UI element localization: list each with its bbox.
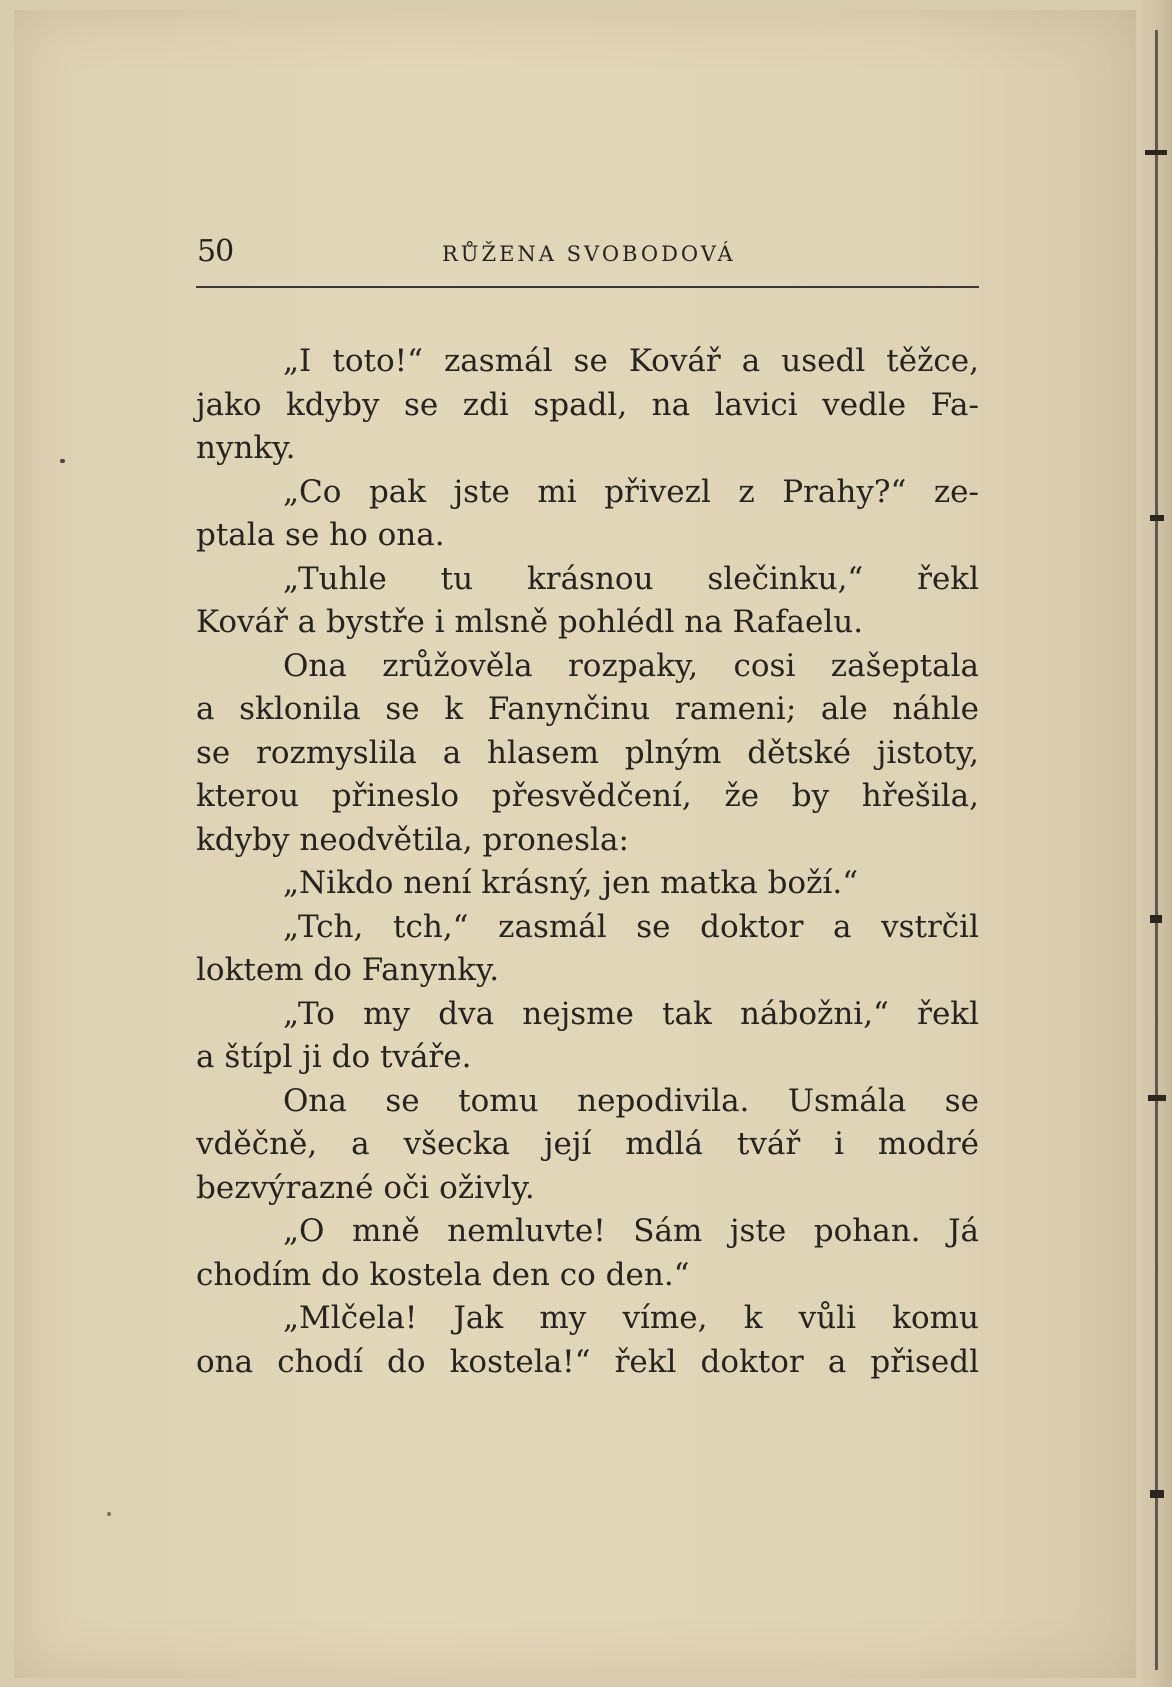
text-line: a štípl ji do tváře.: [196, 1039, 472, 1075]
binding-line: [1155, 30, 1158, 1670]
body-text: [196, 340, 979, 1384]
text-line: „Mlčela! Jak my víme, k vůli komu: [283, 1300, 979, 1336]
text-line: se rozmyslila a hlasem plným dětské jistoty,: [196, 734, 979, 771]
binding-mark: [1150, 1490, 1164, 1498]
text-line: nynky.: [196, 430, 296, 466]
text-line: „Tuhle tu krásnou slečinku,“ řekl: [283, 560, 979, 597]
text-line: „Nikdo není krásný, jen matka boží.“: [283, 865, 859, 901]
header-rule: [196, 286, 979, 288]
text-line: a sklonila se k Fanynčinu rameni; ale náhle: [196, 691, 979, 727]
text-line: chodím do kostela den co den.“: [196, 1256, 690, 1293]
text-line: „O mně nemluvte! Sám jste pohan. Já: [283, 1213, 979, 1249]
page-header: [197, 232, 979, 272]
text-line: ptala se ho ona.: [196, 517, 445, 553]
text-line: vděčně, a všecka její mdlá tvář i modré: [196, 1126, 979, 1162]
binding-mark: [1150, 515, 1164, 521]
text-line: kdyby neodvětila, pronesla:: [196, 821, 629, 858]
running-head: RŮŽENA SVOBODOVÁ: [442, 242, 736, 266]
text-line: Kovář a bystře i mlsně pohlédl na Rafaelu.: [196, 604, 864, 640]
text-line: kterou přineslo přesvědčení, že by hřešila,: [196, 778, 979, 814]
text-line: „Tch, tch,“ zasmál se doktor a vstrčil: [283, 908, 979, 945]
text-line: „To my dva nejsme tak nábožni,“ řekl: [283, 995, 979, 1032]
binding-mark: [1148, 1095, 1166, 1101]
text-line: Ona se tomu nepodivila. Usmála se: [283, 1082, 979, 1119]
text-line: „I toto!“ zasmál se Kovář a usedl těžce,: [283, 343, 979, 379]
binding-mark: [1145, 150, 1167, 155]
text-line: ona chodí do kostela!“ řekl doktor a přisedl: [196, 1343, 979, 1380]
text-line: Ona zrůžověla rozpaky, cosi zašeptala: [283, 647, 979, 684]
text-line: jako kdyby se zdi spadl, na lavici vedle Fa-: [196, 386, 979, 423]
page-number: 50: [197, 234, 234, 269]
text-line: „Co pak jste mi přivezl z Prahy?“ ze-: [283, 473, 979, 510]
margin-dot: [60, 459, 65, 463]
text-line: loktem do Fanynky.: [196, 952, 500, 988]
paper-speck: [107, 1512, 111, 1516]
binding-mark: [1150, 915, 1162, 923]
text-line: bezvýrazné oči oživly.: [196, 1169, 535, 1206]
